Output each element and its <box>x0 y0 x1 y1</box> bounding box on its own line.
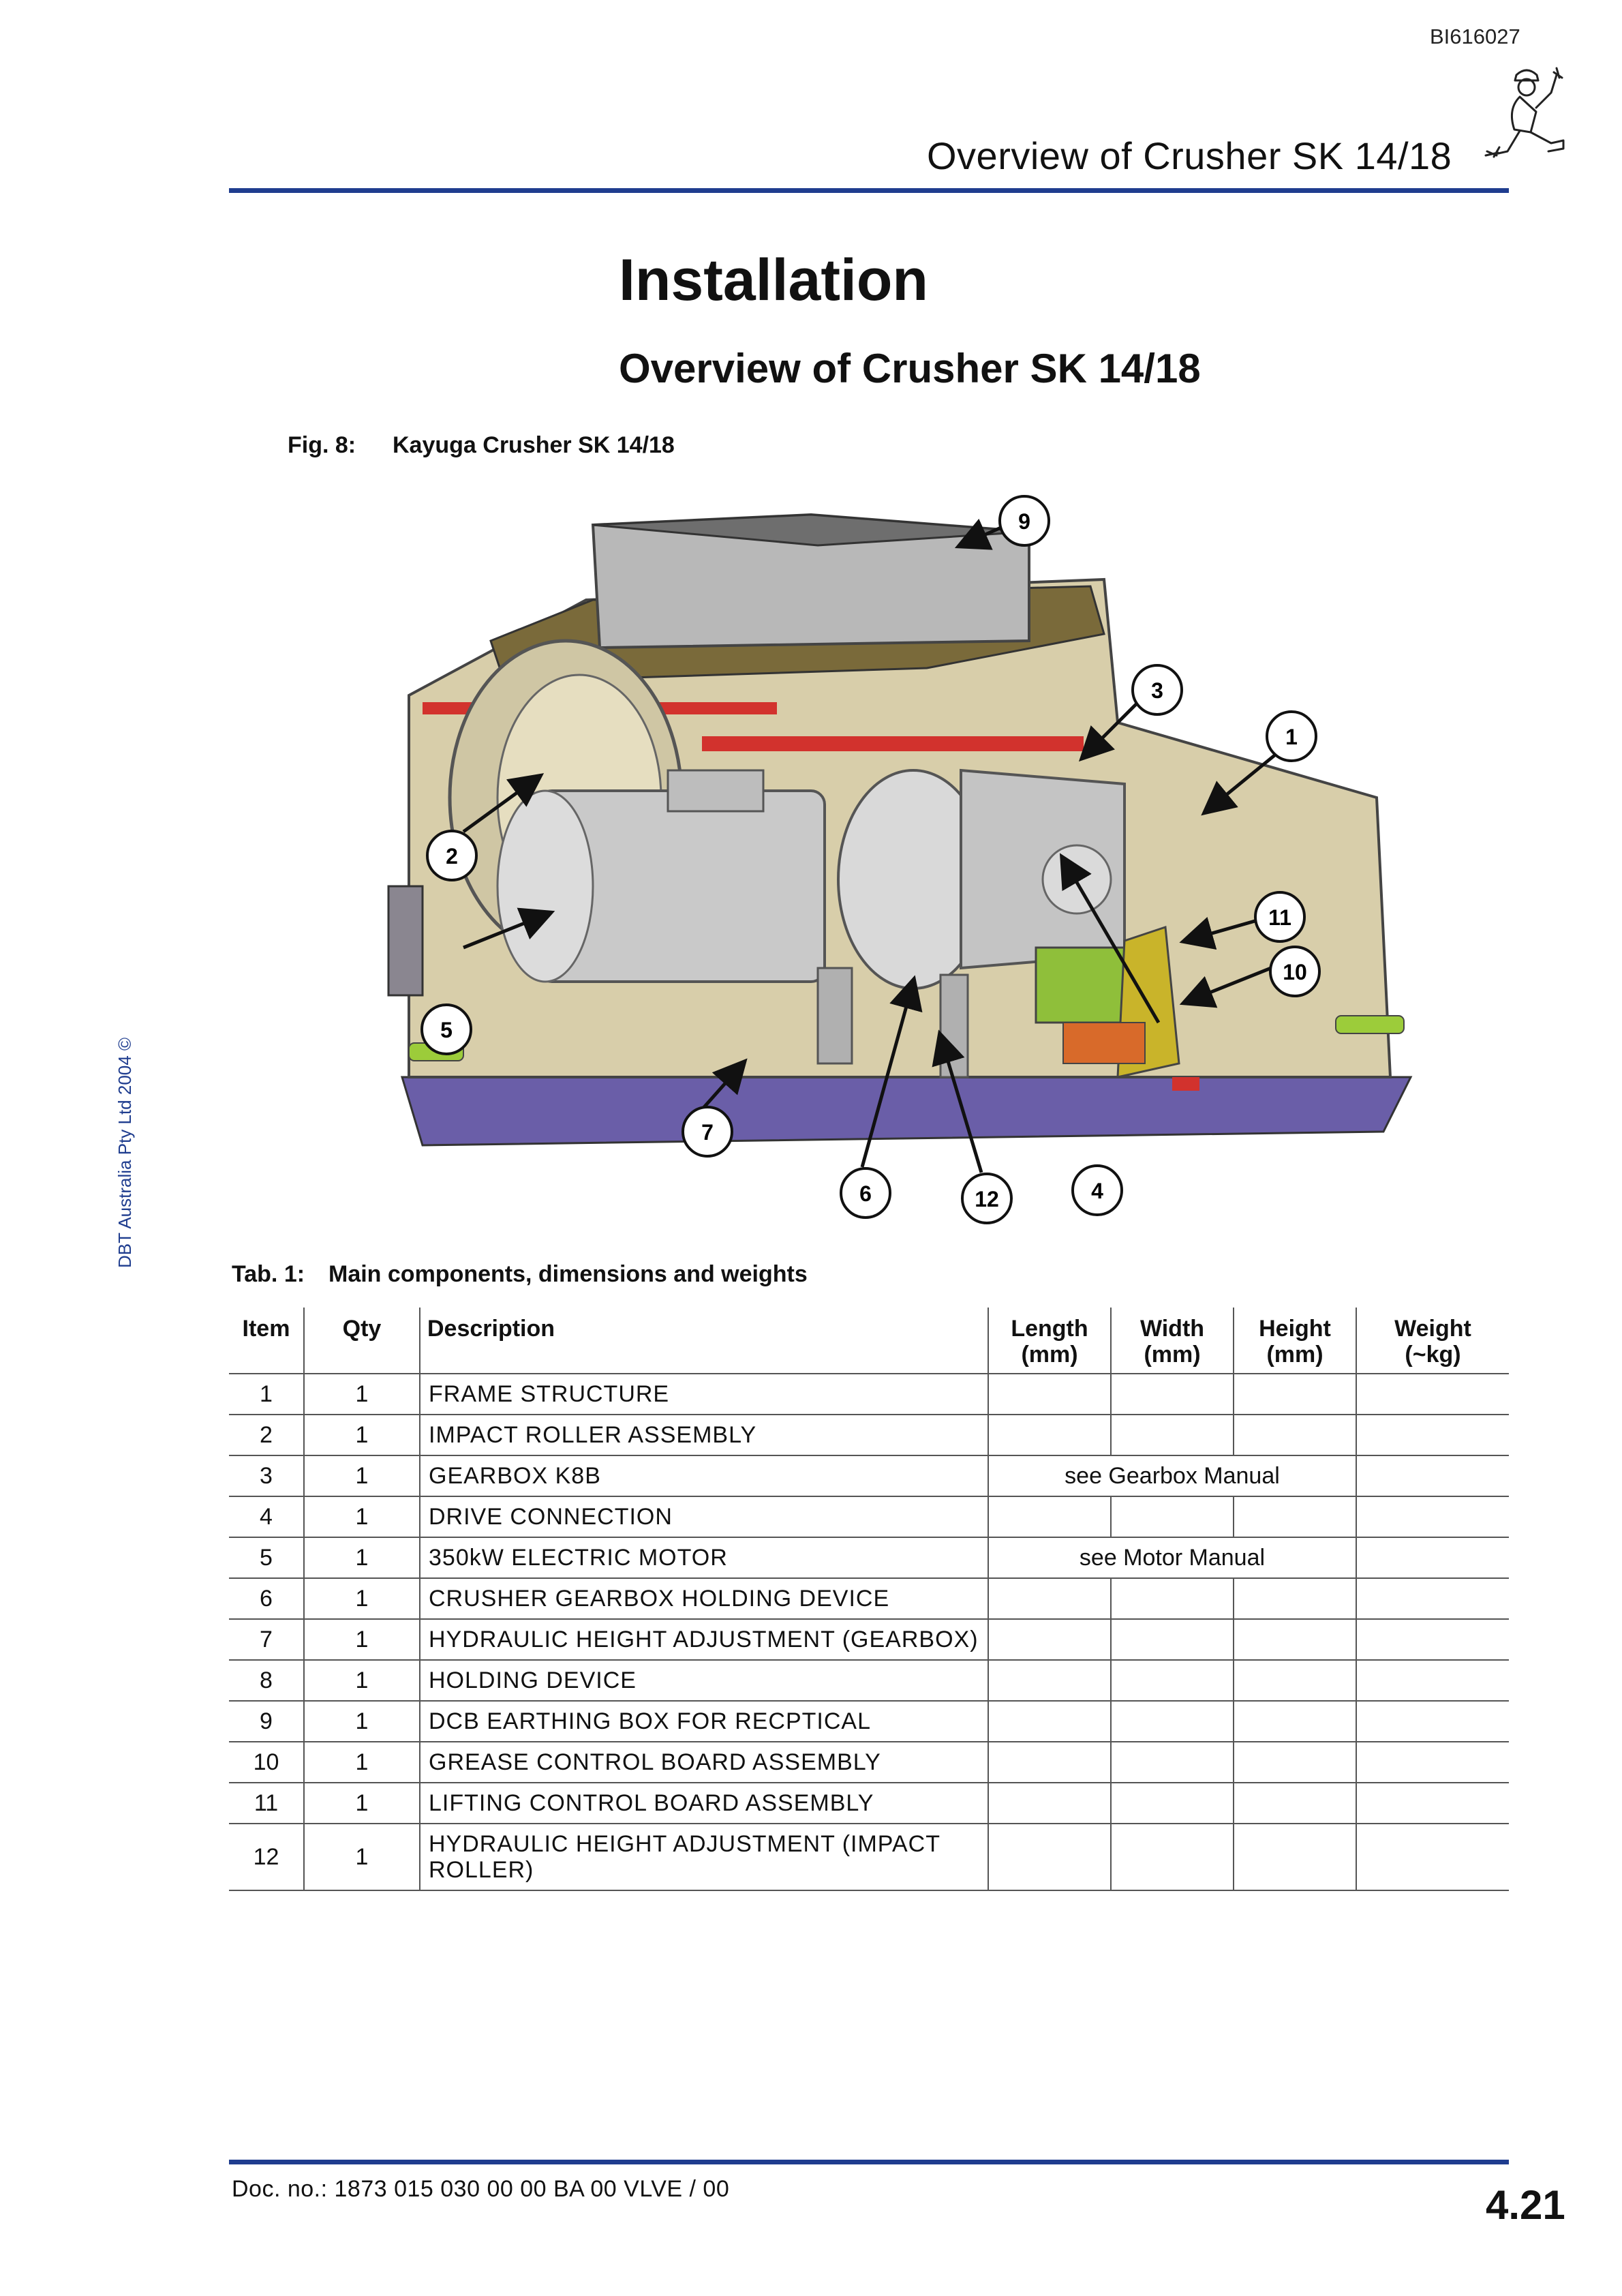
cell-weight <box>1356 1660 1509 1701</box>
callout-6 <box>841 1168 890 1218</box>
header-rule <box>229 188 1509 193</box>
col-header-weight: Weight (~kg) <box>1356 1308 1509 1374</box>
cell-dimensions-note: see Gearbox Manual <box>988 1455 1356 1496</box>
callout-5 <box>422 1005 471 1054</box>
table-row <box>229 1660 1509 1701</box>
cell-height <box>1234 1742 1356 1783</box>
hydraulic-ram <box>940 975 968 1077</box>
components-table <box>229 1308 1509 1891</box>
cell-width <box>1111 1701 1234 1742</box>
col-header-qty: Qty <box>304 1308 420 1374</box>
side-plate <box>388 886 423 995</box>
cell-item: 2 <box>229 1415 304 1455</box>
cell-length <box>988 1415 1111 1455</box>
cell-weight <box>1356 1496 1509 1537</box>
svg-text:10: 10 <box>1283 960 1307 984</box>
table-row <box>229 1824 1509 1890</box>
svg-text:3: 3 <box>1151 678 1163 703</box>
cell-qty: 1 <box>304 1783 420 1824</box>
table-row <box>229 1537 1509 1578</box>
table-row <box>229 1578 1509 1619</box>
svg-text:2: 2 <box>446 844 458 868</box>
table-row <box>229 1619 1509 1660</box>
cell-item: 8 <box>229 1660 304 1701</box>
cell-length <box>988 1619 1111 1660</box>
cell-description: DCB EARTHING BOX FOR RECPTICAL <box>420 1701 988 1742</box>
cell-qty: 1 <box>304 1415 420 1455</box>
table-row <box>229 1374 1509 1415</box>
callout-10 <box>1270 947 1319 996</box>
callout-2 <box>427 831 476 880</box>
callout-3 <box>1133 665 1182 714</box>
cell-weight <box>1356 1619 1509 1660</box>
callout-9 <box>1000 496 1049 545</box>
cell-height <box>1234 1660 1356 1701</box>
cell-width <box>1111 1742 1234 1783</box>
cell-height <box>1234 1415 1356 1455</box>
worker-icon <box>1479 60 1574 169</box>
col-header-length: Length (mm) <box>988 1308 1111 1374</box>
cell-item: 5 <box>229 1537 304 1578</box>
cell-length <box>988 1578 1111 1619</box>
cell-length <box>988 1824 1111 1890</box>
cell-width <box>1111 1783 1234 1824</box>
cell-description: 350kW ELECTRIC MOTOR <box>420 1537 988 1578</box>
cell-length <box>988 1701 1111 1742</box>
table-row <box>229 1496 1509 1537</box>
svg-text:9: 9 <box>1018 509 1030 534</box>
cell-description: CRUSHER GEARBOX HOLDING DEVICE <box>420 1578 988 1619</box>
cell-item: 1 <box>229 1374 304 1415</box>
red-bar <box>702 736 1084 751</box>
header-title: Overview of Crusher SK 14/18 <box>927 134 1452 177</box>
cell-description: FRAME STRUCTURE <box>420 1374 988 1415</box>
page-number: 4.21 <box>1486 2182 1565 2228</box>
cell-item: 3 <box>229 1455 304 1496</box>
cell-item: 12 <box>229 1824 304 1890</box>
cell-description: GREASE CONTROL BOARD ASSEMBLY <box>420 1742 988 1783</box>
cell-width <box>1111 1660 1234 1701</box>
cell-item: 6 <box>229 1578 304 1619</box>
table-header-row <box>229 1308 1509 1374</box>
cell-qty: 1 <box>304 1824 420 1890</box>
col-header-description: Description <box>420 1308 988 1374</box>
table-row <box>229 1701 1509 1742</box>
cell-description: IMPACT ROLLER ASSEMBLY <box>420 1415 988 1455</box>
col-header-height: Height (mm) <box>1234 1308 1356 1374</box>
base-plate <box>402 1077 1411 1145</box>
cell-description: LIFTING CONTROL BOARD ASSEMBLY <box>420 1783 988 1824</box>
callout-1 <box>1267 712 1316 761</box>
cell-qty: 1 <box>304 1619 420 1660</box>
cell-weight <box>1356 1537 1509 1578</box>
page-title: Installation <box>619 247 928 313</box>
document-id: BI616027 <box>1430 25 1520 48</box>
cell-height <box>1234 1374 1356 1415</box>
cell-item: 9 <box>229 1701 304 1742</box>
cell-qty: 1 <box>304 1660 420 1701</box>
callout-11 <box>1255 892 1304 941</box>
cell-weight <box>1356 1455 1509 1496</box>
cell-height <box>1234 1783 1356 1824</box>
cell-qty: 1 <box>304 1578 420 1619</box>
callout-7 <box>683 1107 732 1156</box>
cell-length <box>988 1660 1111 1701</box>
hydraulic-ram <box>818 968 852 1063</box>
crusher-illustration <box>382 477 1431 1241</box>
cell-weight <box>1356 1415 1509 1455</box>
cell-height <box>1234 1578 1356 1619</box>
cell-item: 4 <box>229 1496 304 1537</box>
cell-description: DRIVE CONNECTION <box>420 1496 988 1537</box>
green-control-board <box>1036 948 1131 1023</box>
svg-text:4: 4 <box>1091 1179 1103 1203</box>
callout-4 <box>1073 1166 1122 1215</box>
svg-text:12: 12 <box>975 1187 999 1211</box>
table-row <box>229 1742 1509 1783</box>
cell-qty: 1 <box>304 1374 420 1415</box>
table-row <box>229 1783 1509 1824</box>
table-number: Tab. 1: <box>232 1261 305 1287</box>
cell-qty: 1 <box>304 1537 420 1578</box>
cell-dimensions-note: see Motor Manual <box>988 1537 1356 1578</box>
col-header-item: Item <box>229 1308 304 1374</box>
cell-height <box>1234 1824 1356 1890</box>
document-number: Doc. no.: 1873 015 030 00 00 BA 00 VLVE / 00 <box>232 2176 730 2202</box>
figure-number: Fig. 8: <box>288 432 356 458</box>
cell-height <box>1234 1619 1356 1660</box>
callout-12 <box>962 1174 1011 1223</box>
svg-text:5: 5 <box>440 1018 453 1042</box>
cell-length <box>988 1742 1111 1783</box>
cell-width <box>1111 1415 1234 1455</box>
svg-text:1: 1 <box>1285 725 1298 749</box>
cell-width <box>1111 1619 1234 1660</box>
cell-description: HOLDING DEVICE <box>420 1660 988 1701</box>
table-title: Main components, dimensions and weights <box>328 1261 808 1287</box>
table-row <box>229 1455 1509 1496</box>
footer-rule <box>229 2160 1509 2164</box>
cell-width <box>1111 1374 1234 1415</box>
cell-width <box>1111 1824 1234 1890</box>
cell-weight <box>1356 1783 1509 1824</box>
cell-length <box>988 1374 1111 1415</box>
cell-height <box>1234 1701 1356 1742</box>
cell-qty: 1 <box>304 1742 420 1783</box>
cell-qty: 1 <box>304 1455 420 1496</box>
col-header-width: Width (mm) <box>1111 1308 1234 1374</box>
section-title: Overview of Crusher SK 14/18 <box>619 346 1201 391</box>
cell-item: 10 <box>229 1742 304 1783</box>
cell-weight <box>1356 1701 1509 1742</box>
cell-qty: 1 <box>304 1496 420 1537</box>
svg-text:11: 11 <box>1268 905 1291 930</box>
cell-height <box>1234 1496 1356 1537</box>
cell-weight <box>1356 1578 1509 1619</box>
cell-item: 7 <box>229 1619 304 1660</box>
table-row <box>229 1415 1509 1455</box>
cell-item: 11 <box>229 1783 304 1824</box>
cell-description: HYDRAULIC HEIGHT ADJUSTMENT (GEARBOX) <box>420 1619 988 1660</box>
svg-text:6: 6 <box>859 1181 872 1206</box>
cell-weight <box>1356 1824 1509 1890</box>
svg-text:7: 7 <box>701 1120 714 1145</box>
cell-length <box>988 1783 1111 1824</box>
copyright-note: DBT Australia Pty Ltd 2004 © <box>114 1037 135 1268</box>
cell-width <box>1111 1578 1234 1619</box>
cell-length <box>988 1496 1111 1537</box>
cell-description: GEARBOX K8B <box>420 1455 988 1496</box>
cell-qty: 1 <box>304 1701 420 1742</box>
cell-description: HYDRAULIC HEIGHT ADJUSTMENT (IMPACT ROLLER) <box>420 1824 988 1890</box>
cell-weight <box>1356 1742 1509 1783</box>
red-bar <box>1172 1077 1199 1091</box>
cell-weight <box>1356 1374 1509 1415</box>
figure-caption: Kayuga Crusher SK 14/18 <box>393 432 675 458</box>
cell-width <box>1111 1496 1234 1537</box>
